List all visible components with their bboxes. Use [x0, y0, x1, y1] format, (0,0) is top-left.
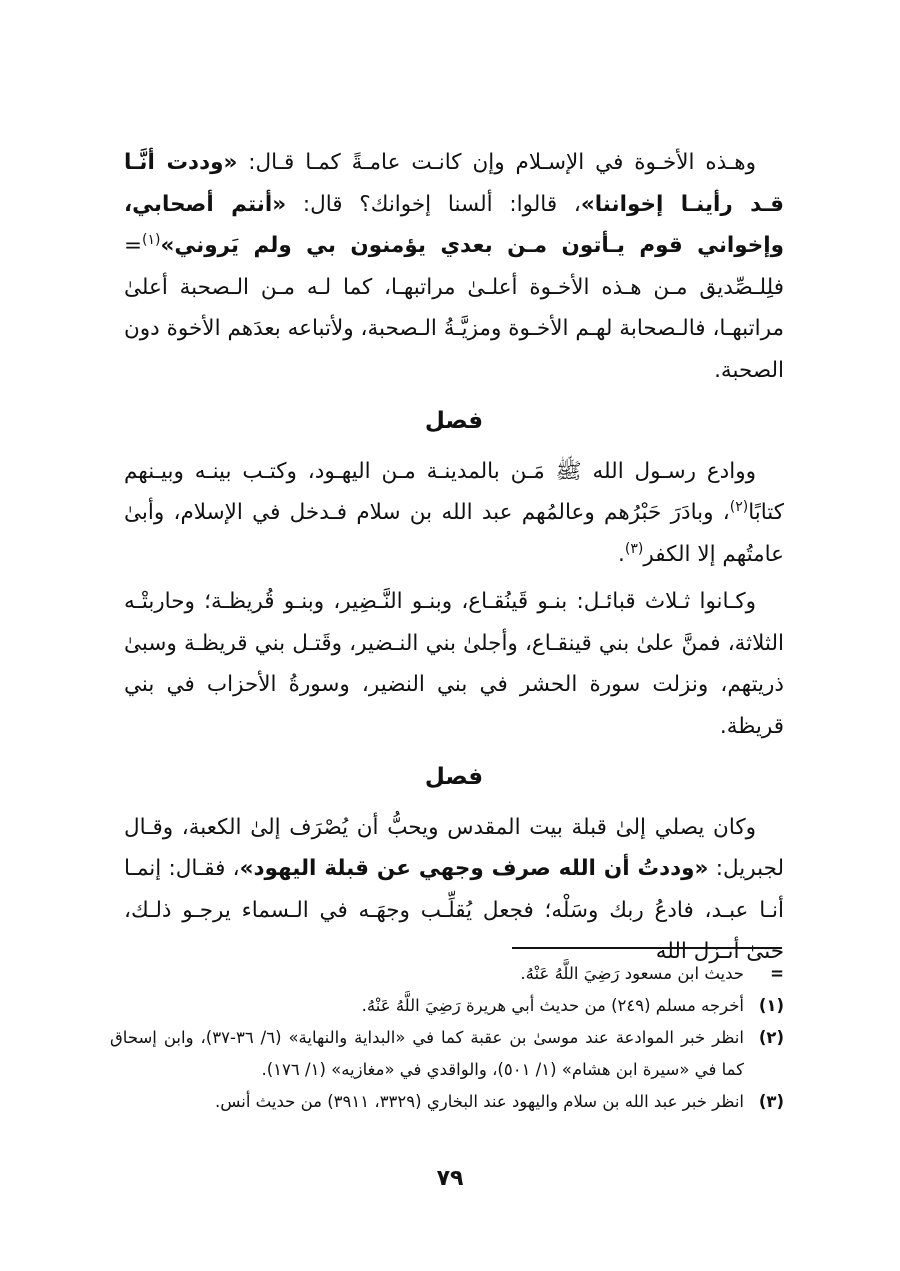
footnote-separator	[512, 947, 782, 949]
footnote	[110, 958, 784, 990]
text-run: ووادع رسـول الله ﷺ مَـن بالمدينـة مـن اليهـود، وكتـب بينـه وبيـنهم كتابًا	[124, 458, 784, 525]
hadith-quote: «أنتم أصحابي، وإخواني قوم يـأتون مـن بعدي يؤمنون بي ولم يَروني»	[124, 191, 784, 258]
text-run: = فلِلـصِّديق مـن هـذه الأخـوة أعلـىٰ مراتبهـا، كما لـه مـن الـصحبة أعلىٰ مراتبهـا، فالـصحابة لهـم الأخـوة ومزيَّـةُ الـصحبة، ولأتباعه بعدَهم الأخوة دون الصحبة.	[124, 233, 784, 383]
paragraph-3: وكـانوا ثـلاث قبائـل: بنـو قَينُقـاع، وبنـو النَّـضِير، وبنـو قُريظـة؛ وحاربتْـه الثلاثة، فمنَّ علىٰ بني قينقـاع، وأجلىٰ بني النـضير، وقَتـل بني قريظـة وسبىٰ ذريتهم، ونزلت سورة الحشر في بني النضير، وسورةُ الأحزاب في بني قريظة.	[124, 589, 784, 739]
footnotes	[110, 958, 784, 1118]
text-run: ، قالوا: ألسنا إخوانك؟ قال:	[286, 191, 581, 217]
text-run: وهـذه الأخـوة في الإسـلام وإن كانـت عامـةً كمـا قـال:	[237, 150, 756, 175]
text-run: ، فقـال: إنمـا أنـا عبـد، فادعُ ربك وسَلْه؛ فجعل يُقلِّـب وجهَـه في الـسماء يرجـو ذلـك، حتىٰ أنـزل الله	[124, 856, 784, 964]
footnote	[110, 1022, 784, 1086]
main-text	[124, 142, 784, 973]
text-run: ، وبادَرَ حَبْرُهم وعالمُهم عبد الله بن سلام فـدخل في الإسلام، وأبىٰ عامتُهم إلا الكفر	[124, 500, 784, 567]
footnote-ref[interactable]: (١)	[142, 231, 161, 248]
footnote-mark: (٣)	[758, 1092, 784, 1111]
page-number: ٧٩	[436, 1166, 464, 1191]
section-heading: فصل	[424, 408, 484, 434]
footnote	[110, 1086, 784, 1118]
footnote-text: انظر خبر الموادعة عند موسىٰ بن عقبة كما في «البداية والنهاية» (٦/ ٣٦-٣٧)، وابن إسحاق كما في «سيرة ابن هشام» (١/ ٥٠١)، والواقدي في «مغازيه» (١/ ١٧٦).	[110, 1028, 744, 1079]
footnote-mark: (١)	[758, 996, 784, 1015]
footnote-ref[interactable]: (٣)	[624, 540, 644, 557]
footnote-text: أخرجه مسلم (٢٤٩) من حديث أبي هريرة رَضِيَ اللَّهُ عَنْهُ.	[361, 996, 744, 1015]
footnote	[110, 990, 784, 1022]
footnote-ref[interactable]: (٢)	[729, 498, 749, 515]
footnote-text: حديث ابن مسعود رَضِيَ اللَّهُ عَنْهُ.	[520, 964, 744, 983]
text-run: .	[618, 541, 625, 567]
footnote-text: انظر خبر عبد الله بن سلام واليهود عند البخاري (٣٣٢٩، ٣٩١١) من حديث أنس.	[214, 1092, 744, 1111]
hadith-quote: «وددت أنَّـا قـد رأينـا إخواننا»	[124, 150, 785, 217]
paragraph-1	[124, 142, 784, 391]
paragraph-2	[124, 451, 784, 576]
text-run: وكان يصلي إلىٰ قبلة بيت المقدس ويحبُّ أن يُصْرَف إلىٰ الكعبة، وقـال لجبريل:	[124, 814, 785, 881]
section-heading: فصل	[424, 764, 484, 790]
hadith-quote: «وددتُ أن الله صرف وجهي عن قبلة اليهود»	[239, 856, 709, 881]
footnote-mark: =	[770, 964, 784, 983]
footnote-mark: (٢)	[758, 1028, 784, 1047]
